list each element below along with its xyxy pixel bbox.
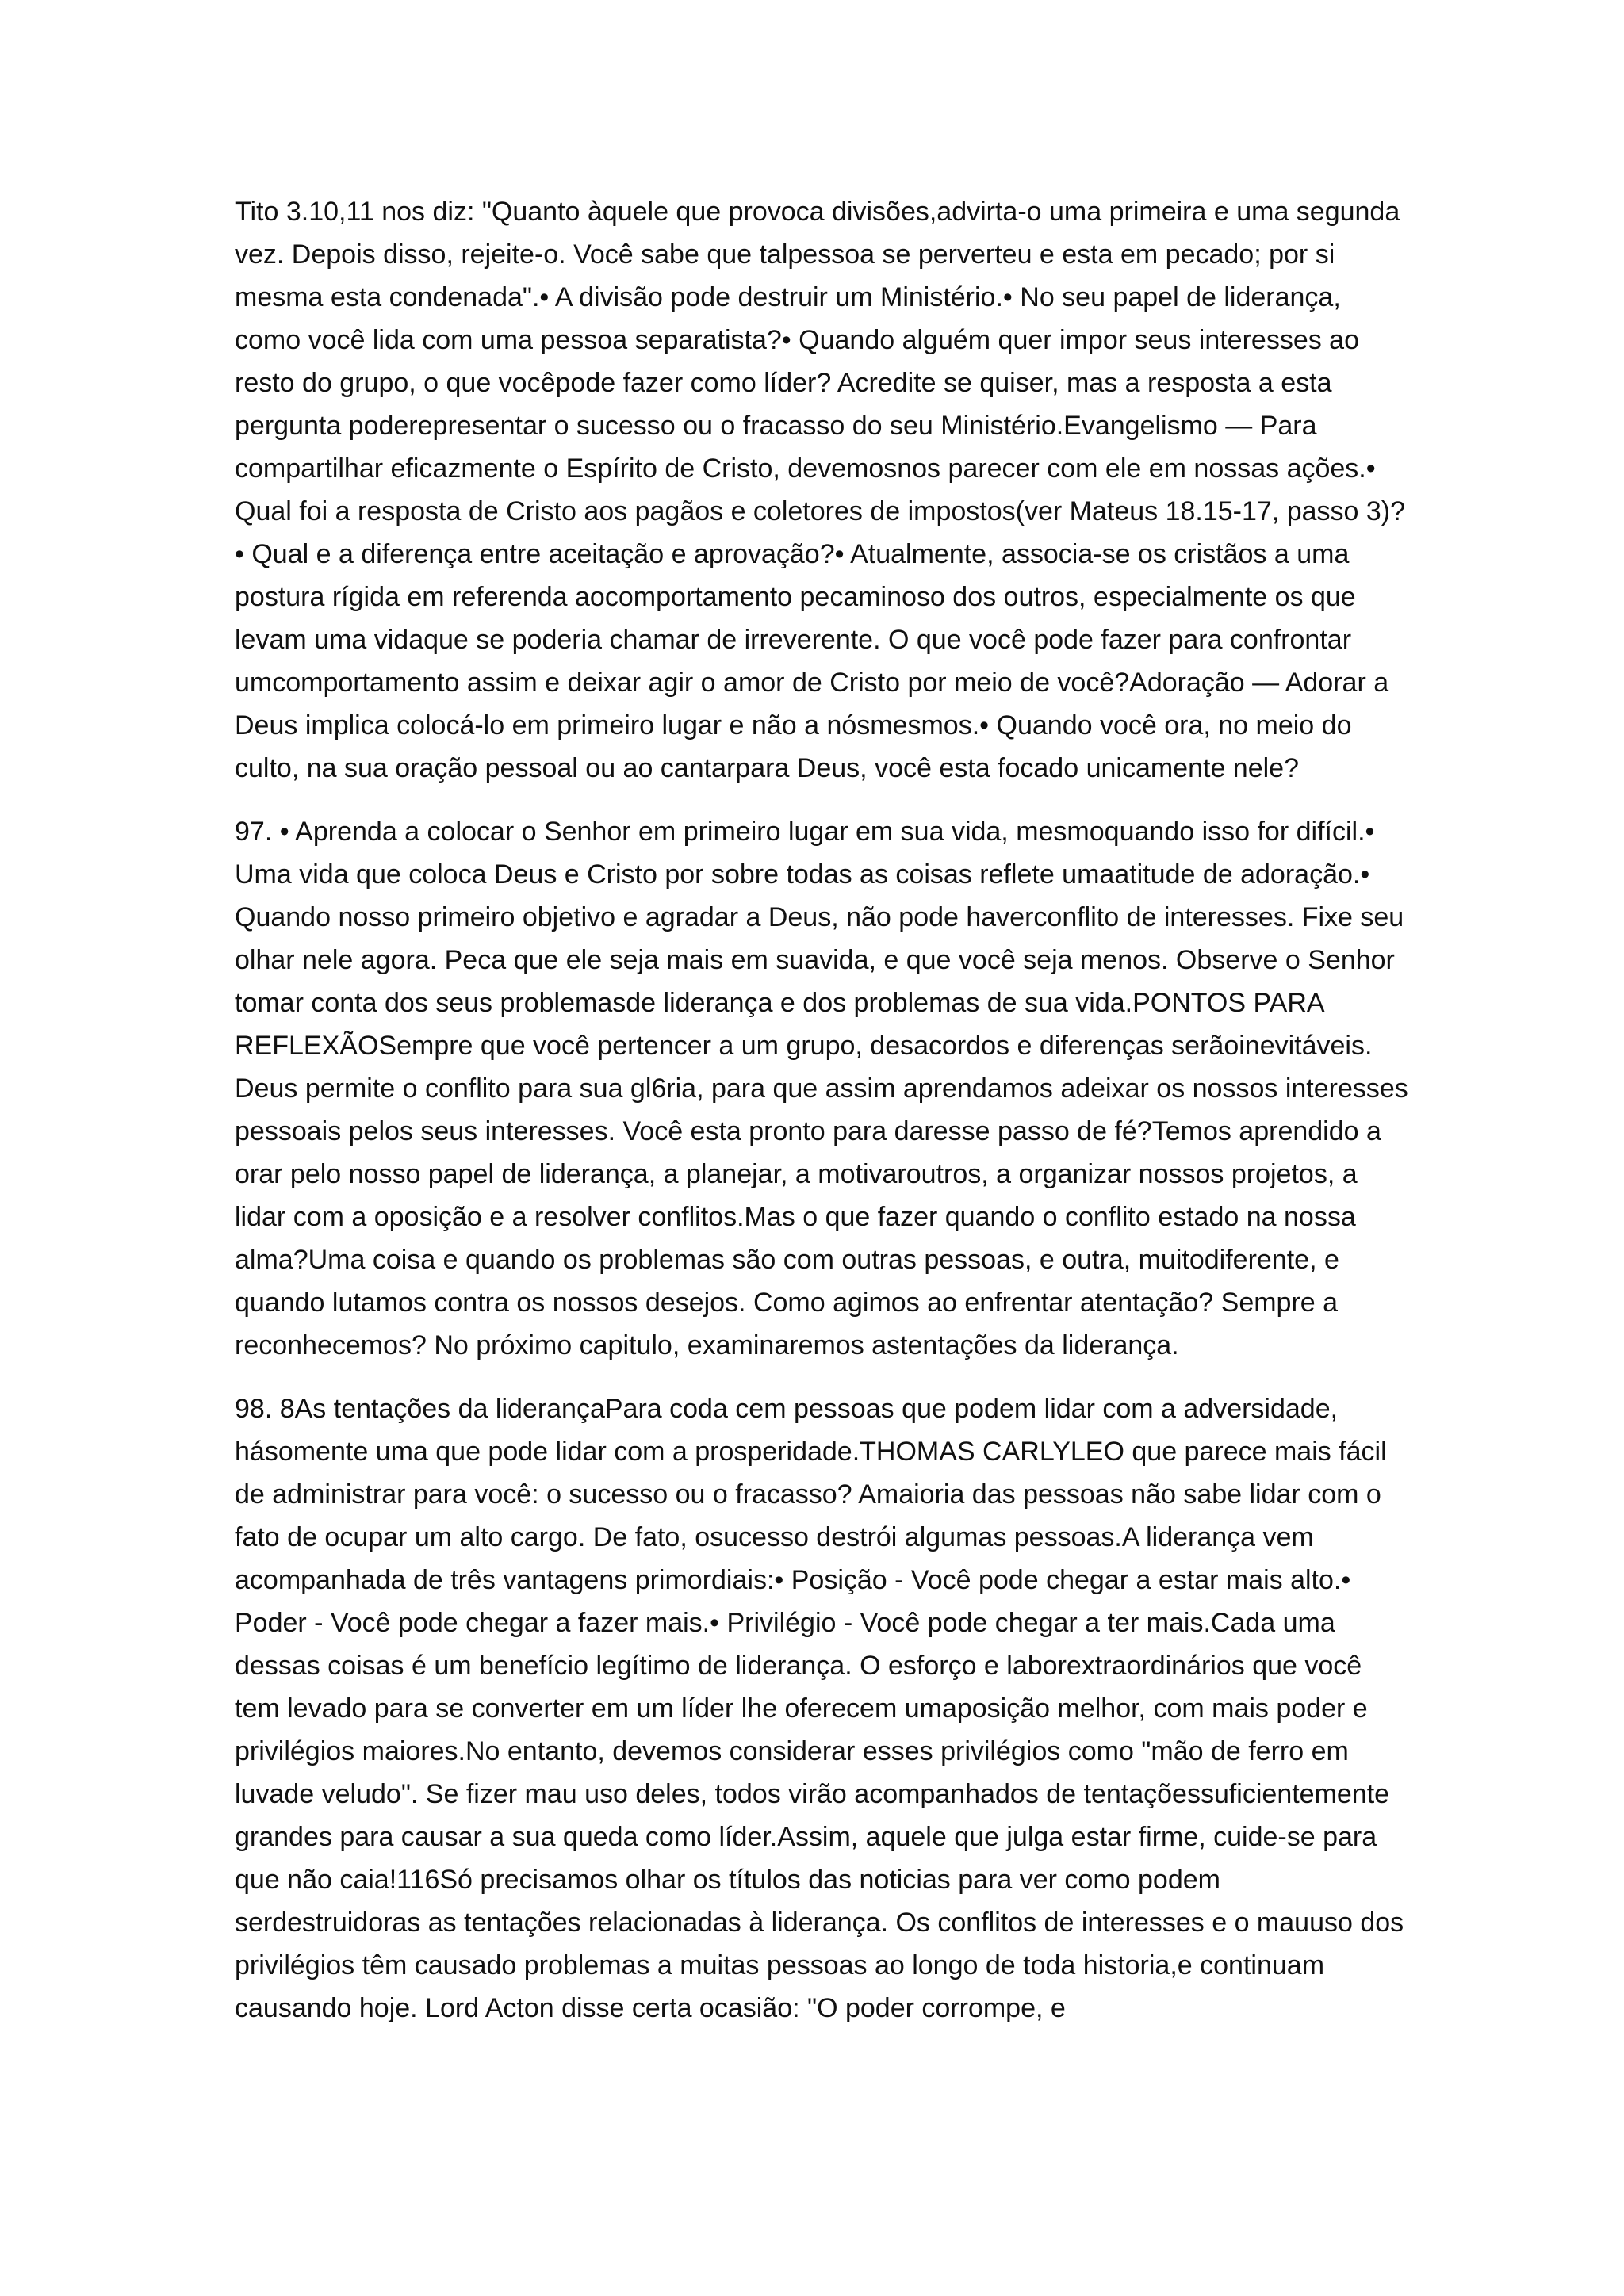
paragraph-3: 98. 8As tentações da liderançaPara coda cem pessoas que podem lidar com a adversidade, hásomente uma que pode lidar com a prosperidade.THOMAS CARLYLEO que parece mais fácil de administrar para você: o sucesso ou o fracasso? Amaioria das pessoas não sabe lidar com o fato de ocupar um alto cargo. De fato, osucesso destrói algumas pessoas.A liderança vem acompanhada de três vantagens primordiais:• Posição - Você pode chegar a estar mais alto.• Poder - Você pode chegar a fazer mais.• Privilégio - Você pode chegar a ter mais.Cada uma dessas coisas é um benefício legítimo de liderança. O esforço e laborextraordinários que você tem levado para se converter em um líder lhe oferecem umaposição melhor, com mais poder e privilégios maiores.No entanto, devemos considerar esses privilégios como "mão de ferro em luvade veludo". Se fizer mau uso deles, todos virão acompanhados de tentaçõessuficientemente grandes para causar a sua queda como líder.Assim, aquele que julga estar firme, cuide-se para que não caia!116Só precisamos olhar os títulos das noticias para ver como podem serdestruidoras as tentações relacionadas à liderança. Os conflitos de interesses e o mauuso dos privilégios têm causado problemas a muitas pessoas ao longo de toda historia,e continuam causando hoje. Lord Acton disse certa ocasião: "O poder corrompe, e <box>235 1394 1404 2023</box>
paragraph-1: Tito 3.10,11 nos diz: "Quanto àquele que provoca divisões,advirta-o uma primeira e uma segunda vez. Depois disso, rejeite-o. Você sabe que talpessoa se perverteu e esta em pecado; por si mesma esta condenada".• A divisão pode destruir um Ministério.• No seu papel de liderança, como você lida com uma pessoa separatista?• Quando alguém quer impor seus interesses ao resto do grupo, o que vocêpode fazer como líder? Acredite se quiser, mas a resposta a esta pergunta poderepresentar o sucesso ou o fracasso do seu Ministério.Evangelismo — Para compartilhar eficazmente o Espírito de Cristo, devemosnos parecer com ele em nossas ações.• Qual foi a resposta de Cristo aos pagãos e coletores de impostos(ver Mateus 18.15-17, passo 3)?• Qual e a diferença entre aceitação e aprovação?• Atualmente, associa-se os cristãos a uma postura rígida em referenda aocomportamento pecaminoso dos outros, especialmente os que levam uma vidaque se poderia chamar de irreverente. O que você pode fazer para confrontar umcomportamento assim e deixar agir o amor de Cristo por meio de você?Adoração — Adorar a Deus implica colocá-lo em primeiro lugar e não a nósmesmos.• Quando você ora, no meio do culto, na sua oração pessoal ou ao cantarpara Deus, você esta focado unicamente nele? <box>235 197 1406 783</box>
document-page <box>235 190 1408 2050</box>
paragraph-2: 97. • Aprenda a colocar o Senhor em primeiro lugar em sua vida, mesmoquando isso for difícil.• Uma vida que coloca Deus e Cristo por sobre todas as coisas reflete umaatitude de adoração.• Quando nosso primeiro objetivo e agradar a Deus, não pode haverconflito de interesses. Fixe seu olhar nele agora. Peca que ele seja mais em suavida, e que você seja menos. Observe o Senhor tomar conta dos seus problemasde liderança e dos problemas de sua vida.PONTOS PARA REFLEXÃOSempre que você pertencer a um grupo, desacordos e diferenças serãoinevitáveis. Deus permite o conflito para sua gl6ria, para que assim aprendamos adeixar os nossos interesses pessoais pelos seus interesses. Você esta pronto para daresse passo de fé?Temos aprendido a orar pelo nosso papel de liderança, a planejar, a motivaroutros, a organizar nossos projetos, a lidar com a oposição e a resolver conflitos.Mas o que fazer quando o conflito estado na nossa alma?Uma coisa e quando os problemas são com outras pessoas, e outra, muitodiferente, e quando lutamos contra os nossos desejos. Como agimos ao enfrentar atentação? Sempre a reconhecemos? No próximo capitulo, examinaremos astentações da liderança. <box>235 817 1408 1360</box>
